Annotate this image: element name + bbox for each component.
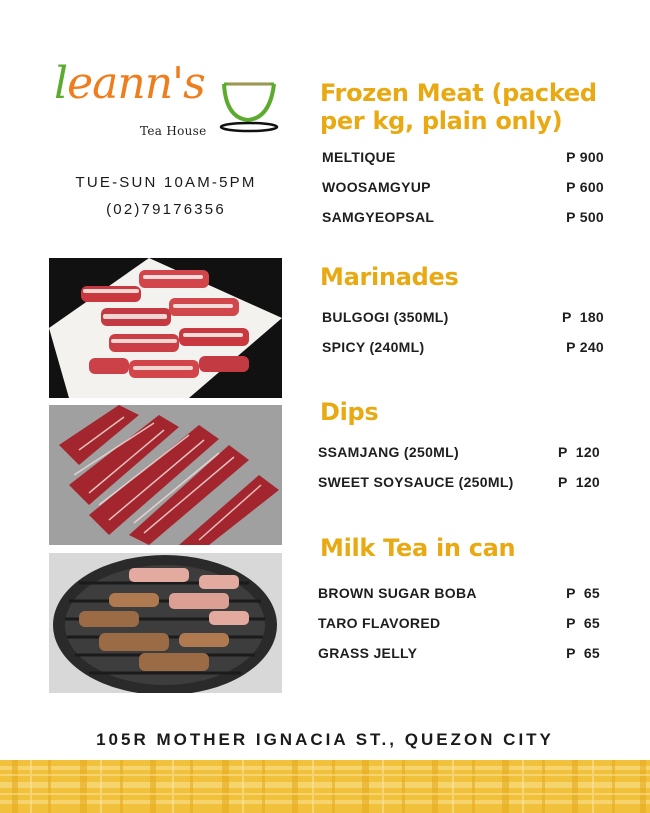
item-price: P 900 (566, 149, 604, 165)
brand-logo (50, 40, 290, 140)
store-address: 105R MOTHER IGNACIA ST., QUEZON CITY (96, 730, 554, 749)
item-price: P 65 (566, 645, 600, 661)
menu-item (322, 149, 604, 165)
logo-tagline: Tea House (140, 124, 207, 138)
menu-item (322, 339, 604, 355)
menu-item (318, 585, 600, 601)
grill-with-meat-photo (49, 553, 282, 693)
section-title-frozen-meat (320, 79, 597, 135)
item-price: P 65 (566, 615, 600, 631)
menu-item (322, 309, 604, 325)
sliced-pork-belly-photo (49, 258, 282, 398)
phone-number: (02)79176356 (106, 201, 226, 218)
item-price: P 500 (566, 209, 604, 225)
menu-item (318, 615, 600, 631)
marbled-beef-photo (49, 405, 282, 545)
item-price: P 180 (561, 309, 604, 325)
item-name: MELTIQUE (322, 149, 396, 165)
menu-item (318, 474, 600, 490)
item-name: SPICY (240ML) (322, 339, 425, 355)
item-price: P 65 (566, 585, 600, 601)
item-name: WOOSAMGYUP (322, 179, 431, 195)
item-name: SWEET SOYSAUCE (250ML) (318, 474, 514, 490)
item-name: BULGOGI (350ML) (322, 309, 449, 325)
item-price: P 600 (566, 179, 604, 195)
item-name: GRASS JELLY (318, 645, 418, 661)
section-title-marinades: Marinades (320, 263, 459, 291)
opening-hours: TUE-SUN 10AM-5PM (75, 174, 257, 191)
item-price: P 120 (557, 444, 600, 460)
item-price: P 120 (557, 474, 600, 490)
menu-item (318, 444, 600, 460)
teacup-icon (218, 78, 286, 134)
logo-wordmark: leann's (54, 58, 205, 109)
menu-item (322, 179, 604, 195)
item-name: SAMGYEOPSAL (322, 209, 435, 225)
section-title-line: Frozen Meat (packed (320, 79, 597, 107)
item-price: P 240 (566, 339, 604, 355)
item-name: SSAMJANG (250ML) (318, 444, 459, 460)
plaid-footer-pattern (0, 760, 650, 813)
menu-item (322, 209, 604, 225)
menu-item (318, 645, 600, 661)
section-title-dips: Dips (320, 398, 379, 426)
item-name: BROWN SUGAR BOBA (318, 585, 477, 601)
section-title-line: per kg, plain only) (320, 107, 563, 135)
item-name: TARO FLAVORED (318, 615, 441, 631)
section-title-milk-tea: Milk Tea in can (320, 534, 516, 562)
